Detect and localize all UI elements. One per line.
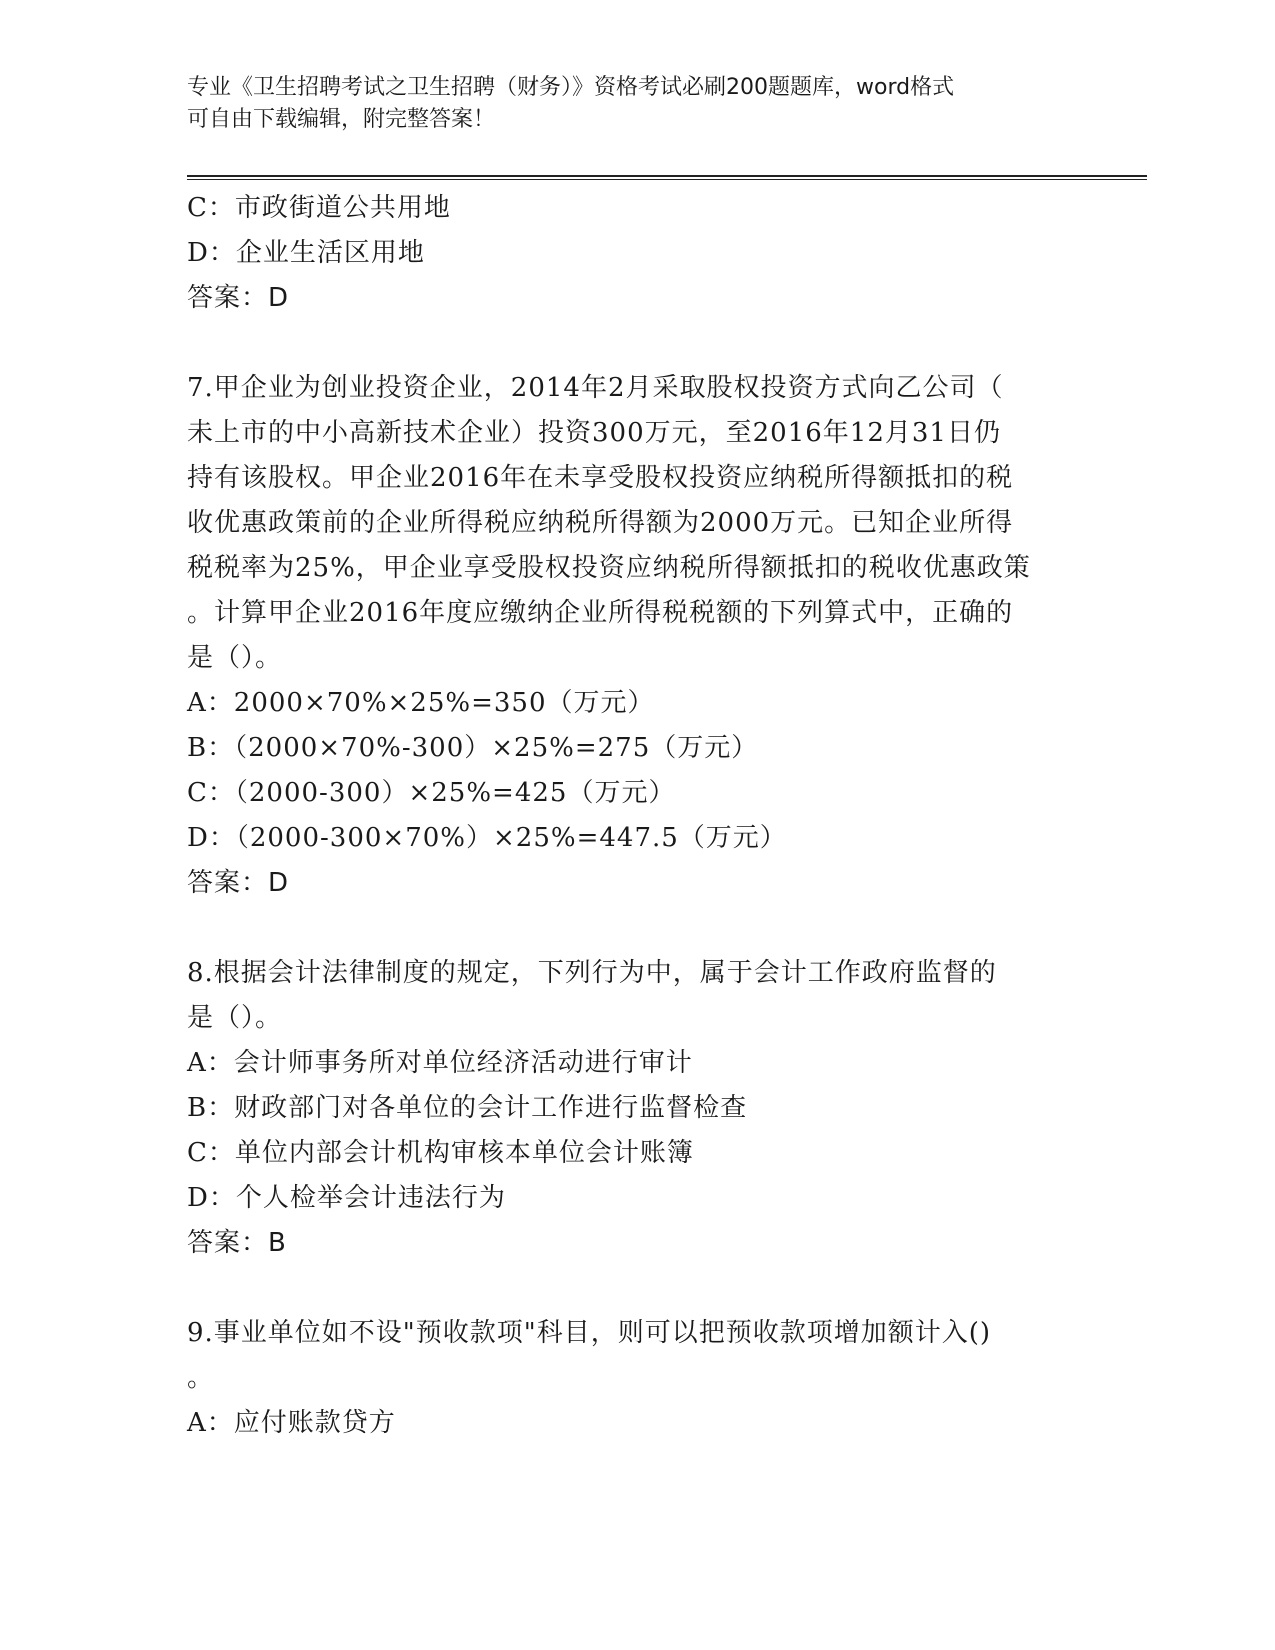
question-6-tail <box>187 186 1077 321</box>
header-divider <box>187 175 1147 180</box>
q7-option-c: C：（2000-300）×25%=425（万元） <box>187 778 676 808</box>
q8-stem <box>187 951 1077 1041</box>
header-line-1: 专业《卫生招聘考试之卫生招聘（财务）》资格考试必刷200题题库，word格式 <box>187 75 955 100</box>
q7-stem-line: 税税率为25%，甲企业享受股权投资应纳税所得额抵扣的税收优惠政策 <box>187 553 1031 583</box>
q7-stem <box>187 366 1077 681</box>
q8-option-b: B：财政部门对各单位的会计工作进行监督检查 <box>187 1093 748 1123</box>
page-header <box>187 72 1067 136</box>
q8-stem-line: 8.根据会计法律制度的规定，下列行为中，属于会计工作政府监督的 <box>187 958 997 988</box>
question-content <box>187 186 1077 1446</box>
q7-option-a: A：2000×70%×25%=350（万元） <box>187 688 655 718</box>
q7-stem-line: 未上市的中小高新技术企业）投资300万元，至2016年12月31日仍 <box>187 418 1001 448</box>
q7-option-d: D：（2000-300×70%）×25%=447.5（万元） <box>187 823 787 853</box>
q9-stem-line: 。 <box>187 1363 215 1393</box>
q9-stem-line: 9.事业单位如不设"预收款项"科目，则可以把预收款项增加额计入() <box>187 1318 992 1348</box>
question-8 <box>187 951 1077 1266</box>
q6-option-d: D：企业生活区用地 <box>187 238 425 268</box>
spacer <box>187 1266 1077 1311</box>
q8-answer: 答案：B <box>187 1228 287 1258</box>
spacer <box>187 906 1077 951</box>
q7-stem-line: 。计算甲企业2016年度应缴纳企业所得税税额的下列算式中，正确的 <box>187 598 1014 628</box>
q8-stem-line: 是（）。 <box>187 1003 283 1033</box>
q7-answer: 答案：D <box>187 868 290 898</box>
q7-option-b: B：（2000×70%-300）×25%=275（万元） <box>187 733 759 763</box>
spacer <box>187 321 1077 366</box>
q7-stem-line: 收优惠政策前的企业所得税应纳税所得额为2000万元。已知企业所得 <box>187 508 1014 538</box>
header-line-2: 可自由下载编辑，附完整答案！ <box>187 107 496 132</box>
q8-option-a: A：会计师事务所对单位经济活动进行审计 <box>187 1048 693 1078</box>
q7-stem-line: 7.甲企业为创业投资企业，2014年2月采取股权投资方式向乙公司（ <box>187 373 1004 403</box>
q7-stem-line: 是（）。 <box>187 643 283 673</box>
question-7 <box>187 366 1077 906</box>
q9-stem <box>187 1311 1077 1401</box>
q9-option-a: A：应付账款贷方 <box>187 1408 396 1438</box>
q6-option-c: C：市政街道公共用地 <box>187 193 451 223</box>
q7-stem-line: 持有该股权。甲企业2016年在未享受股权投资应纳税所得额抵扣的税 <box>187 463 1014 493</box>
q8-option-d: D：个人检举会计违法行为 <box>187 1183 506 1213</box>
question-9 <box>187 1311 1077 1446</box>
q6-answer: 答案：D <box>187 283 290 313</box>
q8-option-c: C：单位内部会计机构审核本单位会计账簿 <box>187 1138 694 1168</box>
